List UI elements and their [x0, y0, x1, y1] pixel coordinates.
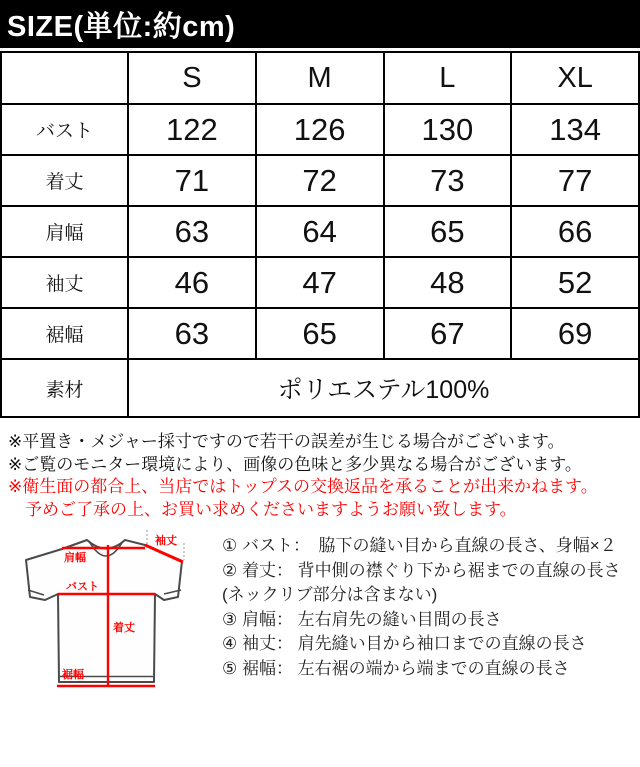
note-measure-tolerance: ※平置き・メジャー採寸ですので若干の誤差が生じる場合がございます。 — [8, 432, 565, 451]
size-table — [0, 51, 640, 418]
warning-please-note: 予めご了承の上、お買い求めくださいますようお願い致します。 — [8, 499, 517, 519]
material-value: ポリエステル100% — [128, 359, 639, 417]
sleeve-label: 袖丈 — [155, 535, 177, 547]
shoulder-label: 肩幅 — [64, 552, 86, 564]
sleeve-value-s: 46 — [128, 257, 256, 308]
tshirt-diagram — [0, 528, 222, 705]
hem-value-s: 63 — [128, 308, 256, 359]
warning-no-returns: ※衛生面の都合上、当店ではトップスの交換返品を承ることが出来かねます。 — [8, 477, 598, 496]
measurement-legend — [222, 528, 640, 705]
shoulder-value-xl: 66 — [511, 206, 639, 257]
notes-block — [8, 431, 640, 521]
table-row-shoulder — [1, 206, 639, 257]
sleeve-value-m: 47 — [256, 257, 384, 308]
shoulder-value-m: 64 — [256, 206, 384, 257]
row-label-hem: 裾幅 — [1, 308, 128, 359]
legend-item-sleeve: ④ 袖丈： 肩先縫い目から袖口までの直線の長さ — [222, 634, 587, 654]
bust-value-l: 130 — [384, 104, 512, 155]
measurement-guide-section — [0, 528, 640, 705]
column-header-xl: XL — [511, 52, 639, 104]
bust-value-xl: 134 — [511, 104, 639, 155]
shoulder-value-s: 63 — [128, 206, 256, 257]
table-row-hem — [1, 308, 639, 359]
hem-value-xl: 69 — [511, 308, 639, 359]
bust-value-m: 126 — [256, 104, 384, 155]
column-header-s: S — [128, 52, 256, 104]
tshirt-outline — [26, 540, 182, 682]
row-label-length: 着丈 — [1, 155, 128, 206]
hem-label: 裾幅 — [62, 669, 84, 681]
hem-value-m: 65 — [256, 308, 384, 359]
corner-cell — [1, 52, 128, 104]
tshirt-diagram-svg — [5, 528, 221, 700]
column-header-m: M — [256, 52, 384, 104]
sleeve-value-xl: 52 — [511, 257, 639, 308]
page-title: SIZE(単位:約cm) — [7, 10, 236, 43]
table-row-bust — [1, 104, 639, 155]
bust-value-s: 122 — [128, 104, 256, 155]
shoulder-value-l: 65 — [384, 206, 512, 257]
length-value-m: 72 — [256, 155, 384, 206]
row-label-bust: バスト — [1, 104, 128, 155]
length-label: 着丈 — [113, 622, 135, 634]
column-header-l: L — [384, 52, 512, 104]
row-label-sleeve: 袖丈 — [1, 257, 128, 308]
row-label-material: 素材 — [1, 359, 128, 417]
sleeve-value-l: 48 — [384, 257, 512, 308]
hem-value-l: 67 — [384, 308, 512, 359]
legend-item-bust: ① バスト： 脇下の縫い目から直線の長さ、身幅×２ — [222, 536, 617, 555]
legend-item-shoulder: ③ 肩幅： 左右肩先の縫い目間の長さ — [222, 609, 502, 629]
legend-item-length: ② 着丈： 背中側の襟ぐり下から裾までの直線の長さ — [222, 560, 621, 580]
legend-item-hem: ⑤ 裾幅： 左右裾の端から端までの直線の長さ — [222, 658, 570, 678]
table-header-row — [1, 52, 639, 104]
length-value-xl: 77 — [511, 155, 639, 206]
legend-item-length-note: (ネックリブ部分は含まない) — [222, 585, 438, 605]
bust-label: バスト — [66, 581, 99, 593]
length-value-s: 71 — [128, 155, 256, 206]
length-value-l: 73 — [384, 155, 512, 206]
header-bar — [0, 0, 640, 48]
table-row-sleeve — [1, 257, 639, 308]
table-row-material — [1, 359, 639, 417]
note-monitor-color: ※ご覧のモニター環境により、画像の色味と多少異なる場合がございます。 — [8, 454, 582, 474]
row-label-shoulder: 肩幅 — [1, 206, 128, 257]
table-row-length — [1, 155, 639, 206]
